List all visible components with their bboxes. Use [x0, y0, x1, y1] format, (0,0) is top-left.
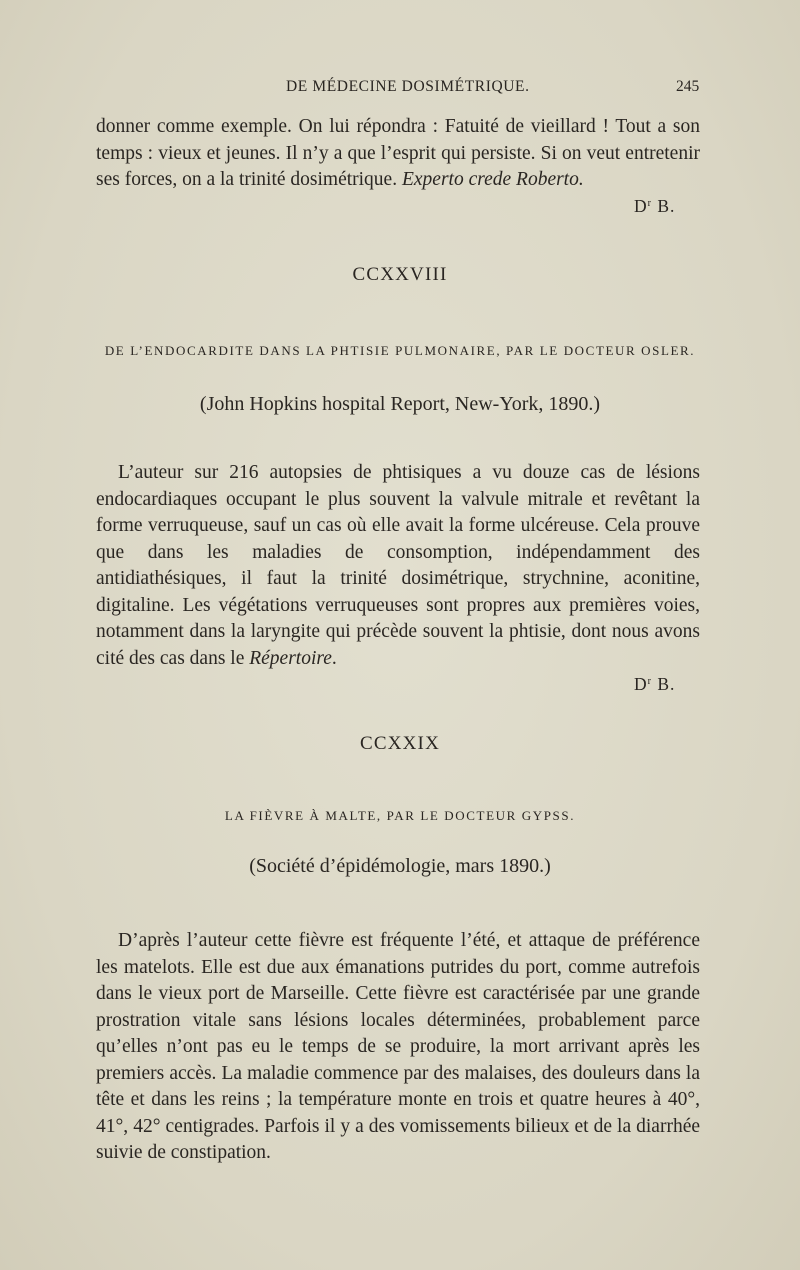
article-228-signature-suffix: B. [651, 674, 676, 694]
intro-signature-suffix: B. [651, 196, 676, 216]
article-229-number: CCXXIX [359, 733, 441, 754]
page-number: 245 [676, 78, 700, 95]
article-228-number: CCXXVIII [352, 264, 448, 285]
article-228-body [96, 460, 700, 672]
article-228-signature [634, 674, 675, 695]
intro-quote: Experto crede Roberto. [401, 169, 584, 190]
article-228-title: DE L’ENDOCARDITE DANS LA PHTISIE PULMONAIRE, PAR LE DOCTEUR OSLER. [104, 343, 696, 358]
article-228-body-end: . [331, 647, 337, 669]
intro-signature-sup: r [647, 198, 652, 209]
article-228-source: (John Hopkins hospital Report, New-York, 1890.) [199, 393, 601, 415]
intro-signature [634, 196, 675, 217]
running-head [0, 78, 800, 102]
intro-paragraph [96, 114, 700, 194]
article-228-body-italic: Répertoire [249, 647, 332, 669]
intro-text: donner comme exemple. On lui répondra : Fatuité de vieillard ! Tout a son temps : vieux et jeunes. Il n’y a que l’esprit qui persiste. Si on veut entretenir ses forces, on a la trinité dosimétrique. [96, 116, 700, 190]
article-228-signature-prefix: D [634, 674, 648, 694]
article-228-signature-sup: r [647, 676, 652, 687]
intro-signature-prefix: D [634, 196, 648, 216]
running-title: DE MÉDECINE DOSIMÉTRIQUE. [286, 78, 530, 95]
article-229-body: D’après l’auteur cette fièvre est fréquente l’été, et attaque de préférence les matelots. Elle est due aux émanations putrides du port, comme autrefois dans le vieux port de Marseille. Cette fièvre est caractérisée par une grande prostration vitale sans lésions locales déterminées, probablement parce qu’elles n’ont pas eu le temps de se produire, la mort arrivant après les premiers accès. La maladie commence par des malaises, des douleurs dans la tête et dans les reins ; la température monte en trois et quatre heures à 40°, 41°, 42° centigrades. Parfois il y a des vomissements bilieux et de la diarrhée suivie de constipation. [96, 930, 700, 1163]
article-228-body-text: L’auteur sur 216 autopsies de phtisiques a vu douze cas de lésions endocardiaques occupant le plus souvent la valvule mitrale et revêtant la forme verruqueuse, sauf un cas où elle avait la forme ulcéreuse. Cela prouve que dans les maladies de consomption, indépendamment des antidiathésiques, il faut la trinité dosimétrique, strychnine, aconitine, digitaline. Les végétations verruqueuses sont propres aux premières voies, notamment dans la laryngite qui précède souvent la phtisie, dont nous avons cité des cas dans le [96, 462, 700, 669]
article-229-title: LA FIÈVRE À MALTE, PAR LE DOCTEUR GYPSS. [224, 808, 576, 823]
article-229-source: (Société d’épidémologie, mars 1890.) [249, 855, 551, 877]
